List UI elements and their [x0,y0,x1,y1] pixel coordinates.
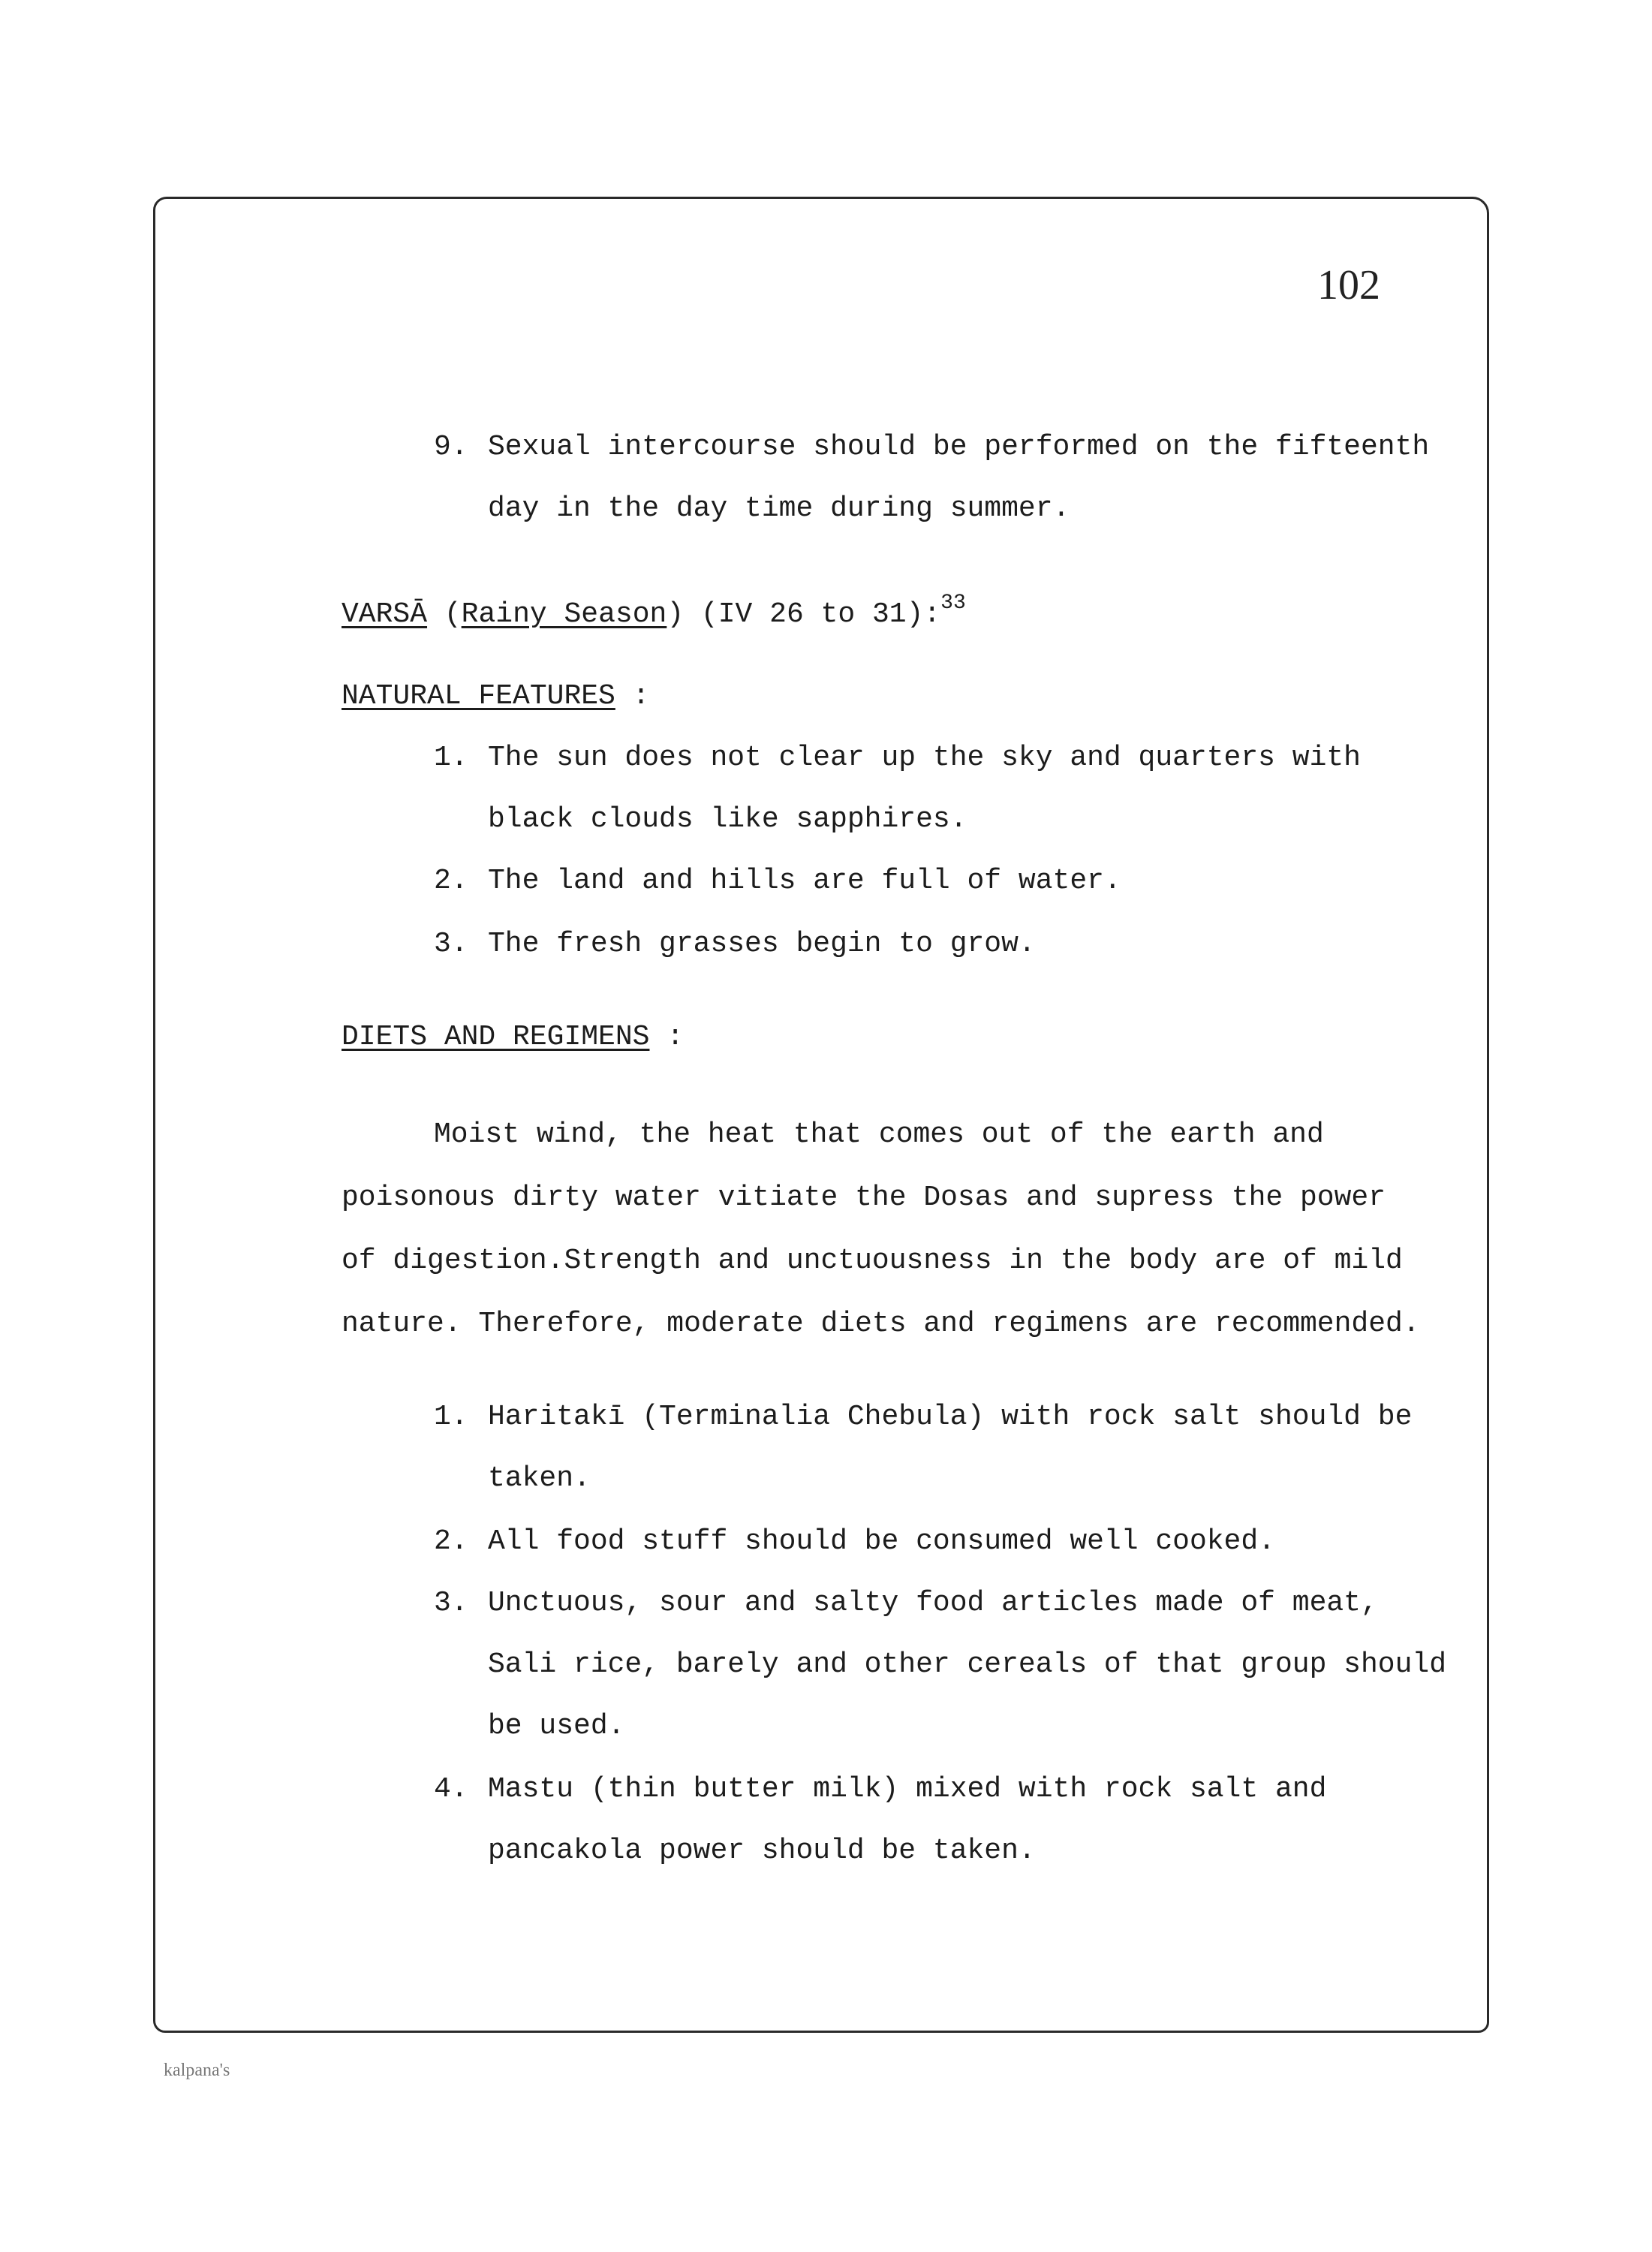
item-number: 1. [434,1401,468,1433]
paragraph-line: Moist wind, the heat that comes out of the earth and [434,1118,1324,1151]
item-text: black clouds like sapphires. [488,803,967,835]
item-text: Unctuous, sour and salty food articles made of meat, [488,1587,1378,1619]
page-border [153,197,1489,2033]
heading-varsa: VARSĀ [342,598,428,631]
paragraph-line: of digestion.Strength and unctuousness in the body are of mild [342,1245,1403,1277]
footnote-ref: 33 [940,592,966,615]
item-number: 4. [434,1773,468,1805]
page-number: 102 [1317,262,1380,309]
item-text: Mastu (thin butter milk) mixed with rock salt and [488,1773,1327,1805]
heading-rainy-season: Rainy Season [461,598,667,631]
item-text: The fresh grasses begin to grow. [488,928,1036,960]
item-text: be used. [488,1710,625,1742]
item-text: Sali rice, barely and other cereals of that group should [488,1648,1447,1681]
paragraph-line: poisonous dirty water vitiate the Dosas and supress the power [342,1182,1386,1214]
item-number: 9. [434,431,468,463]
subheading: DIETS AND REGIMENS : [342,1021,685,1053]
item-number: 3. [434,928,468,960]
item-text: taken. [488,1462,591,1495]
item-number: 2. [434,1525,468,1558]
item-text: pancakola power should be taken. [488,1835,1036,1867]
section-heading: VARSĀ (Rainy Season) (IV 26 to 31):$^{33}$ [342,592,966,631]
footer-mark: kalpana's [164,2061,230,2080]
subheading: NATURAL FEATURES : [342,680,650,712]
item-text: The land and hills are full of water. [488,865,1121,897]
item-text: All food stuff should be consumed well cooked. [488,1525,1275,1558]
item-text: day in the day time during summer. [488,492,1070,525]
item-text: Sexual intercourse should be performed on the fifteenth [488,431,1430,463]
item-number: 2. [434,865,468,897]
item-text: Haritakī (Terminalia Chebula) with rock salt should be [488,1401,1413,1433]
item-text: The sun does not clear up the sky and quarters with [488,742,1361,774]
item-number: 3. [434,1587,468,1619]
item-number: 1. [434,742,468,774]
paragraph-line: nature. Therefore, moderate diets and regimens are recommended. [342,1308,1420,1340]
